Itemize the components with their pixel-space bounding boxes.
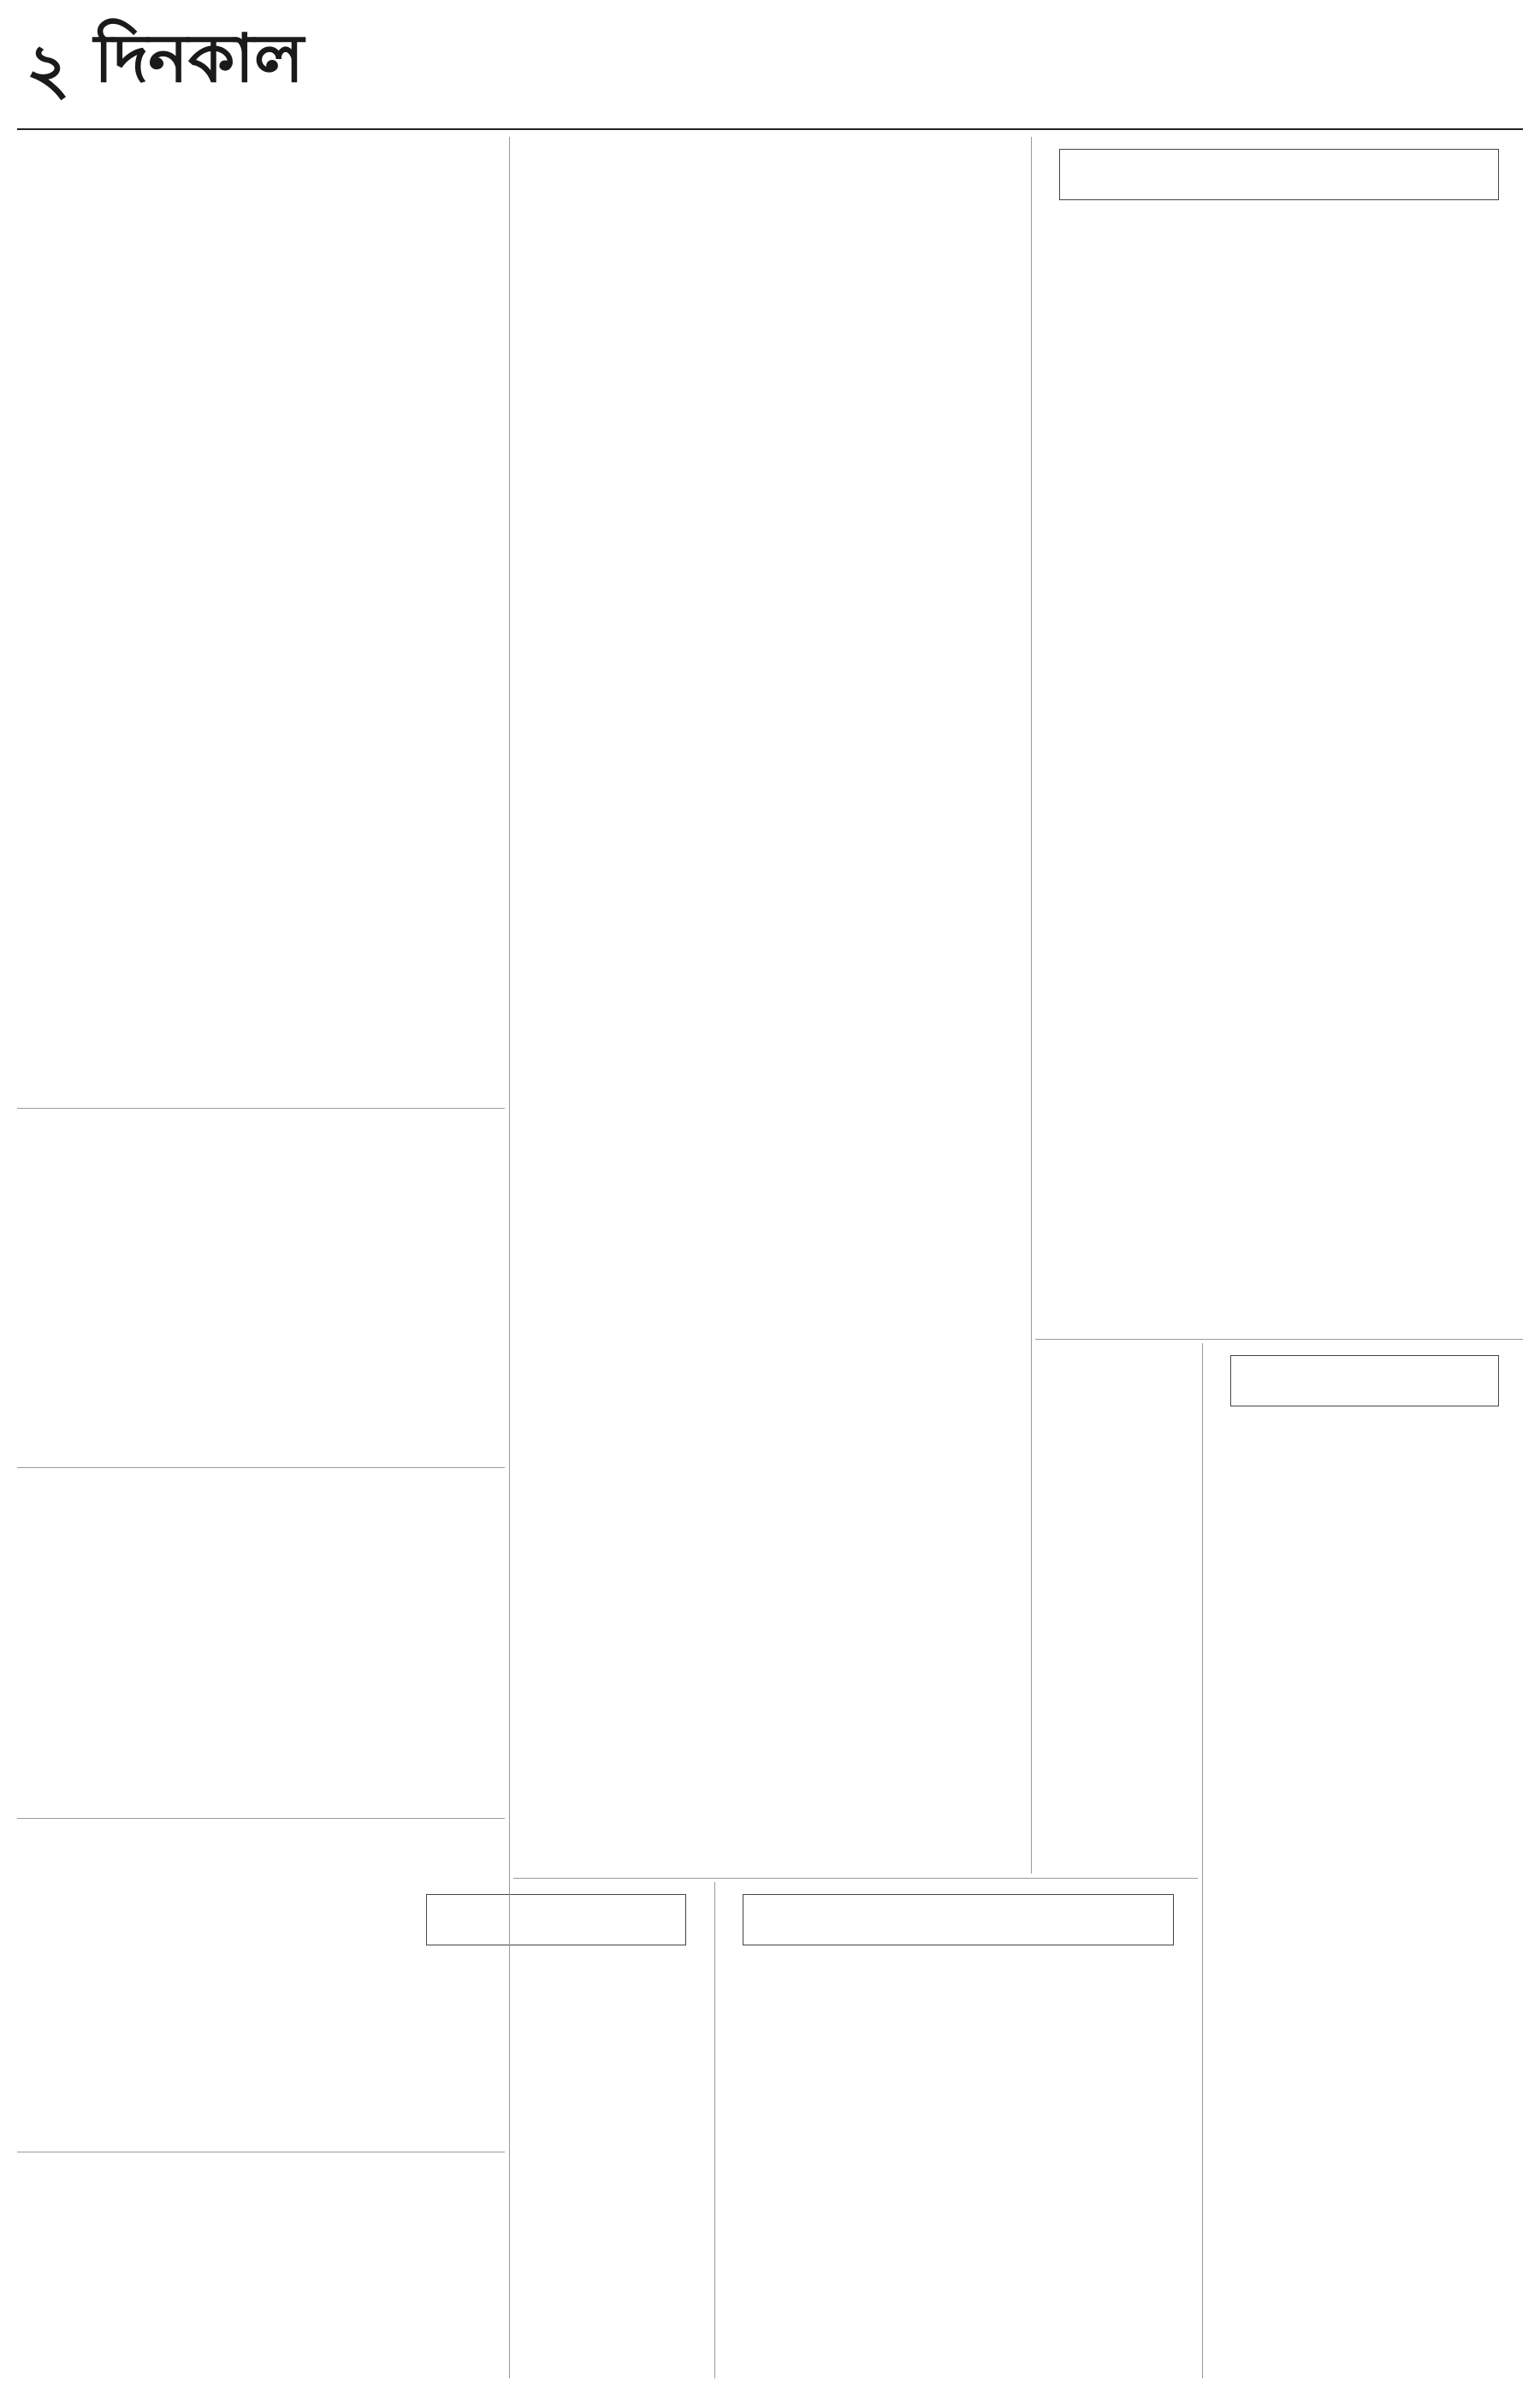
article-6-headline	[513, 137, 1027, 163]
section-rule	[17, 1818, 505, 1819]
article-1-headline	[17, 137, 505, 163]
article-9-headline	[1059, 149, 1499, 200]
column-rule	[1202, 1343, 1203, 2378]
section-rule	[17, 1108, 505, 1109]
article-7	[402, 1882, 710, 2378]
article-4-headline	[17, 1822, 505, 1848]
section-rule	[1035, 1339, 1523, 1340]
paper-name: দিনকাল	[94, 20, 305, 98]
column-rule	[714, 1882, 715, 2378]
masthead	[0, 0, 1540, 128]
article-10	[1206, 1343, 1523, 2378]
page-number: ২	[26, 28, 71, 109]
article-6	[513, 137, 1027, 1874]
masthead-rule	[17, 128, 1523, 130]
article-3	[17, 1471, 505, 1814]
article-3-headline	[17, 1471, 505, 1497]
article-2-headline	[17, 1112, 505, 1138]
article-8	[719, 1882, 1198, 2378]
article-9	[1035, 137, 1523, 1335]
article-8-headline	[743, 1894, 1174, 1945]
article-7-headline	[426, 1894, 686, 1945]
section-rule	[17, 1467, 505, 1468]
article-2	[17, 1112, 505, 1463]
article-1	[17, 137, 505, 1104]
section-rule	[513, 1878, 1198, 1879]
article-10-headline	[1230, 1355, 1499, 1406]
column-rule	[1031, 137, 1032, 1874]
column-rule	[509, 137, 510, 2378]
